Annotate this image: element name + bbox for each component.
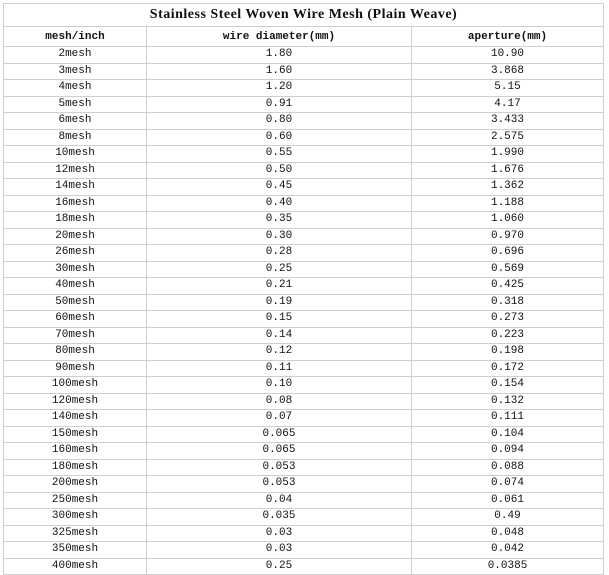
table-row [4, 278, 604, 295]
aperture-cell: 0.318 [412, 294, 604, 311]
aperture-cell: 0.094 [412, 443, 604, 460]
mesh-cell: 2mesh [4, 47, 147, 64]
aperture-cell: 0.569 [412, 261, 604, 278]
mesh-cell: 300mesh [4, 509, 147, 526]
mesh-cell: 30mesh [4, 261, 147, 278]
aperture-cell: 0.074 [412, 476, 604, 493]
mesh-cell: 200mesh [4, 476, 147, 493]
wire-diameter-cell: 0.04 [147, 492, 412, 509]
table-row [4, 311, 604, 328]
mesh-cell: 400mesh [4, 558, 147, 575]
table-row [4, 426, 604, 443]
wire-diameter-cell: 0.19 [147, 294, 412, 311]
mesh-cell: 90mesh [4, 360, 147, 377]
wire-diameter-cell: 0.065 [147, 426, 412, 443]
mesh-cell: 5mesh [4, 96, 147, 113]
table-row [4, 542, 604, 559]
table-row [4, 476, 604, 493]
aperture-cell: 0.0385 [412, 558, 604, 575]
table-row [4, 459, 604, 476]
aperture-cell: 1.676 [412, 162, 604, 179]
mesh-cell: 4mesh [4, 80, 147, 97]
wire-diameter-cell: 0.065 [147, 443, 412, 460]
table-title: Stainless Steel Woven Wire Mesh (Plain Weave) [4, 4, 604, 27]
wire-diameter-cell: 0.40 [147, 195, 412, 212]
aperture-cell: 0.970 [412, 228, 604, 245]
aperture-cell: 0.048 [412, 525, 604, 542]
wire-diameter-cell: 0.25 [147, 261, 412, 278]
aperture-cell: 0.425 [412, 278, 604, 295]
wire-diameter-cell: 0.035 [147, 509, 412, 526]
table-row [4, 228, 604, 245]
table-row [4, 47, 604, 64]
table-row [4, 179, 604, 196]
table-row [4, 195, 604, 212]
wire-diameter-cell: 1.80 [147, 47, 412, 64]
mesh-cell: 250mesh [4, 492, 147, 509]
aperture-cell: 0.104 [412, 426, 604, 443]
aperture-cell: 3.433 [412, 113, 604, 130]
table-row [4, 443, 604, 460]
table-row [4, 96, 604, 113]
wire-diameter-cell: 0.03 [147, 542, 412, 559]
wire-diameter-cell: 0.50 [147, 162, 412, 179]
wire-diameter-cell: 0.21 [147, 278, 412, 295]
aperture-cell: 1.362 [412, 179, 604, 196]
aperture-cell: 0.172 [412, 360, 604, 377]
wire-diameter-cell: 0.07 [147, 410, 412, 427]
aperture-cell: 1.990 [412, 146, 604, 163]
table-row [4, 327, 604, 344]
aperture-cell: 0.696 [412, 245, 604, 262]
mesh-cell: 80mesh [4, 344, 147, 361]
column-header-wire-diameter: wire diameter(mm) [147, 27, 412, 47]
wire-diameter-cell: 0.91 [147, 96, 412, 113]
mesh-cell: 70mesh [4, 327, 147, 344]
aperture-cell: 5.15 [412, 80, 604, 97]
mesh-cell: 100mesh [4, 377, 147, 394]
mesh-cell: 160mesh [4, 443, 147, 460]
mesh-cell: 14mesh [4, 179, 147, 196]
mesh-cell: 16mesh [4, 195, 147, 212]
table-row [4, 360, 604, 377]
aperture-cell: 0.223 [412, 327, 604, 344]
wire-diameter-cell: 0.80 [147, 113, 412, 130]
aperture-cell: 0.198 [412, 344, 604, 361]
aperture-cell: 2.575 [412, 129, 604, 146]
aperture-cell: 0.042 [412, 542, 604, 559]
table-row [4, 129, 604, 146]
wire-diameter-cell: 0.25 [147, 558, 412, 575]
mesh-cell: 26mesh [4, 245, 147, 262]
table-row [4, 377, 604, 394]
wire-diameter-cell: 0.28 [147, 245, 412, 262]
aperture-cell: 0.154 [412, 377, 604, 394]
table-row [4, 558, 604, 575]
table-row [4, 410, 604, 427]
wire-diameter-cell: 0.35 [147, 212, 412, 229]
table-row [4, 261, 604, 278]
mesh-cell: 10mesh [4, 146, 147, 163]
wire-diameter-cell: 0.55 [147, 146, 412, 163]
wire-diameter-cell: 0.45 [147, 179, 412, 196]
wire-diameter-cell: 0.15 [147, 311, 412, 328]
wire-diameter-cell: 0.08 [147, 393, 412, 410]
wire-diameter-cell: 0.60 [147, 129, 412, 146]
table-row [4, 344, 604, 361]
table-row [4, 393, 604, 410]
column-header-aperture: aperture(mm) [412, 27, 604, 47]
aperture-cell: 10.90 [412, 47, 604, 64]
mesh-cell: 150mesh [4, 426, 147, 443]
table-row [4, 509, 604, 526]
mesh-cell: 6mesh [4, 113, 147, 130]
mesh-cell: 12mesh [4, 162, 147, 179]
aperture-cell: 0.49 [412, 509, 604, 526]
wire-diameter-cell: 0.053 [147, 476, 412, 493]
aperture-cell: 0.273 [412, 311, 604, 328]
mesh-cell: 50mesh [4, 294, 147, 311]
mesh-cell: 180mesh [4, 459, 147, 476]
mesh-cell: 40mesh [4, 278, 147, 295]
mesh-cell: 350mesh [4, 542, 147, 559]
column-header-mesh: mesh/inch [4, 27, 147, 47]
wire-diameter-cell: 0.30 [147, 228, 412, 245]
aperture-cell: 0.132 [412, 393, 604, 410]
aperture-cell: 1.060 [412, 212, 604, 229]
table-row [4, 492, 604, 509]
mesh-cell: 325mesh [4, 525, 147, 542]
aperture-cell: 4.17 [412, 96, 604, 113]
aperture-cell: 0.111 [412, 410, 604, 427]
wire-diameter-cell: 0.14 [147, 327, 412, 344]
table-row [4, 146, 604, 163]
wire-diameter-cell: 1.60 [147, 63, 412, 80]
table-row [4, 113, 604, 130]
aperture-cell: 1.188 [412, 195, 604, 212]
table-row [4, 162, 604, 179]
table-row [4, 212, 604, 229]
aperture-cell: 0.061 [412, 492, 604, 509]
aperture-cell: 3.868 [412, 63, 604, 80]
mesh-cell: 120mesh [4, 393, 147, 410]
table-row [4, 80, 604, 97]
table-row [4, 525, 604, 542]
wire-diameter-cell: 0.12 [147, 344, 412, 361]
mesh-cell: 60mesh [4, 311, 147, 328]
wire-diameter-cell: 0.03 [147, 525, 412, 542]
wire-diameter-cell: 0.053 [147, 459, 412, 476]
table-row [4, 294, 604, 311]
mesh-cell: 18mesh [4, 212, 147, 229]
aperture-cell: 0.088 [412, 459, 604, 476]
mesh-cell: 8mesh [4, 129, 147, 146]
wire-diameter-cell: 0.10 [147, 377, 412, 394]
wire-mesh-table [3, 3, 604, 575]
mesh-cell: 20mesh [4, 228, 147, 245]
mesh-cell: 140mesh [4, 410, 147, 427]
table-row [4, 63, 604, 80]
wire-diameter-cell: 0.11 [147, 360, 412, 377]
wire-diameter-cell: 1.20 [147, 80, 412, 97]
table-row [4, 245, 604, 262]
mesh-cell: 3mesh [4, 63, 147, 80]
